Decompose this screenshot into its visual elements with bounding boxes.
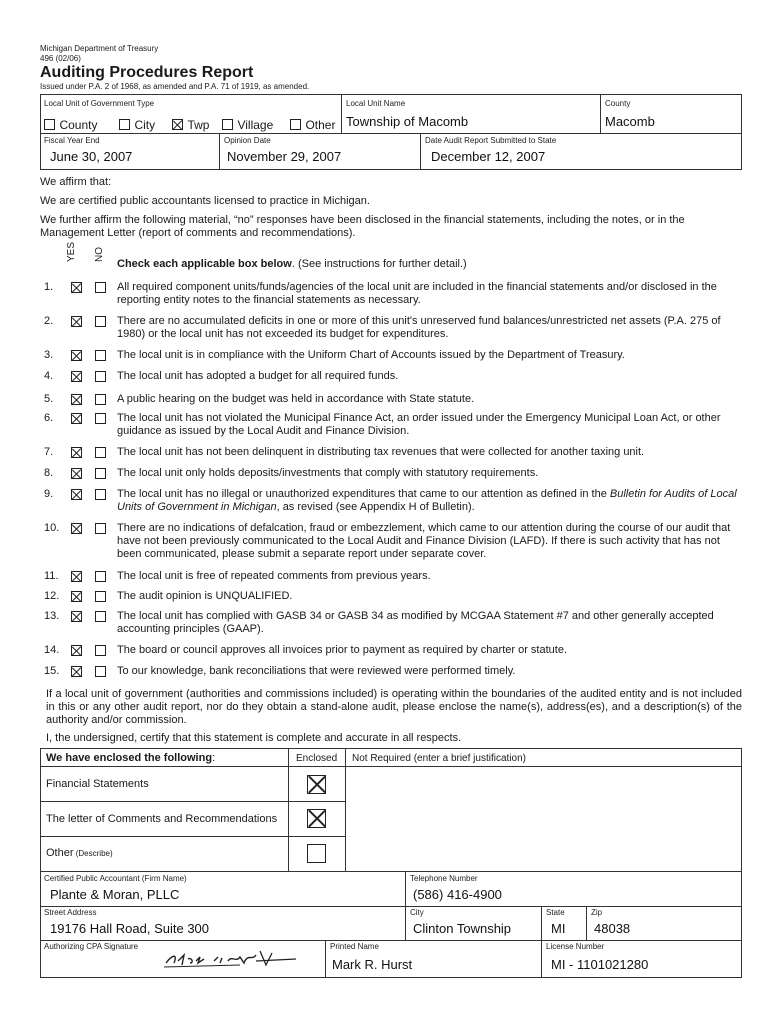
item-text: The board or council approves all invoices prior to payment as required by charter or statute. — [117, 644, 568, 656]
street-value[interactable]: 19176 Hall Road, Suite 300 — [50, 921, 210, 936]
phone-label: Telephone Number — [410, 874, 478, 883]
cpa-firm-label: Certified Public Accountant (Firm Name) — [44, 874, 187, 883]
item-text: The local unit has not violated the Municipal Finance Act, an order issued under the Emergency Municipal Loan Act, or other guidance as issued by the Local Audit and Finance Division. — [117, 412, 721, 437]
other-type-label: Other — [305, 118, 336, 132]
item-text: There are no accumulated deficits in one or more of this unit's unreserved fund balances/unrestricted net assets (P.A. 275 of 1980) or the local unit has not exceeded its budget for expenditures. — [117, 315, 721, 340]
agency-name: Michigan Department of Treasury — [40, 44, 159, 53]
license-label: License Number — [546, 942, 605, 951]
enclosure-letter-label: The letter of Comments and Recommendations — [46, 813, 278, 825]
item-10-yes-checkbox[interactable] — [71, 523, 82, 534]
not-required-column-header: Not Required (enter a brief justification) — [352, 753, 526, 764]
printed-name-label: Printed Name — [330, 942, 379, 951]
submitted-date-value[interactable]: December 12, 2007 — [431, 149, 546, 164]
county-value[interactable]: Macomb — [605, 114, 655, 129]
printed-name-value[interactable]: Mark R. Hurst — [332, 957, 413, 972]
item-11-no-checkbox[interactable] — [95, 571, 106, 582]
city-checkbox[interactable] — [119, 119, 130, 130]
enclosures-header-colon: : — [212, 752, 216, 764]
other-enclosed-checkbox[interactable] — [307, 844, 326, 863]
item-8-no-checkbox[interactable] — [95, 468, 106, 479]
other-checkbox[interactable] — [290, 119, 301, 130]
item-2-no-checkbox[interactable] — [95, 316, 106, 327]
item-text: To our knowledge, bank reconciliations that were reviewed were performed timely. — [117, 665, 516, 677]
item-number: 1. — [44, 281, 54, 293]
item-text: The local unit is free of repeated comments from previous years. — [117, 570, 431, 582]
form-title: Auditing Procedures Report — [40, 64, 254, 81]
item-1-yes-checkbox[interactable] — [71, 282, 82, 293]
item-number: 7. — [44, 446, 54, 458]
item-10-no-checkbox[interactable] — [95, 523, 106, 534]
yes-column-header: YES — [66, 241, 77, 262]
other-units-paragraph: If a local unit of government (authorities and commissions included) is operating within the boundaries of the audited entity and is not included in this or any other audit report, nor do they obtain a stand-alone audit, please enclose the name(s), address(es), and a description(s) of the authority and/or commission. — [46, 688, 742, 726]
item-2-yes-checkbox[interactable] — [71, 316, 82, 327]
item-3-no-checkbox[interactable] — [95, 350, 106, 361]
gov-type-county[interactable] — [44, 116, 97, 134]
fiscal-year-end-label: Fiscal Year End — [44, 136, 100, 145]
city-type-label: City — [134, 118, 156, 132]
item-3-yes-checkbox[interactable] — [71, 350, 82, 361]
opinion-date-value[interactable]: November 29, 2007 — [227, 149, 342, 164]
other-describe-text: (Describe) — [73, 849, 113, 858]
item-number: 11. — [44, 570, 59, 582]
financial-statements-enclosed-checkbox[interactable] — [307, 775, 326, 794]
no-column-header: NO — [94, 247, 105, 262]
item-number: 14. — [44, 644, 60, 656]
item-14-no-checkbox[interactable] — [95, 645, 106, 656]
item-9-text-post: , as revised (see Appendix H of Bulletin). — [276, 501, 475, 513]
item-text: A public hearing on the budget was held in accordance with State statute. — [117, 393, 475, 405]
enclosure-financial-statements-label: Financial Statements — [46, 778, 149, 790]
gov-type-label: Local Unit of Government Type — [44, 99, 155, 108]
item-number: 6. — [44, 412, 54, 424]
letter-enclosed-checkbox[interactable] — [307, 809, 326, 828]
unit-name-value[interactable]: Township of Macomb — [346, 114, 469, 129]
check-instruction-rest: . (See instructions for further detail.) — [291, 258, 467, 270]
item-9-text-pre: The local unit has no illegal or unauthorized expenditures that came to our attention as defined in the — [117, 488, 610, 500]
item-7-no-checkbox[interactable] — [95, 447, 106, 458]
item-text: The local unit is in compliance with the Uniform Chart of Accounts issued by the Department of Treasury. — [117, 349, 625, 361]
item-number: 3. — [44, 349, 54, 361]
item-text: The local unit has adopted a budget for all required funds. — [117, 370, 399, 382]
gov-type-city[interactable] — [119, 116, 155, 134]
phone-value[interactable]: (586) 416-4900 — [413, 887, 502, 902]
item-number: 4. — [44, 370, 54, 382]
item-8-yes-checkbox[interactable] — [71, 468, 82, 479]
gov-type-twp[interactable] — [172, 116, 209, 134]
gov-type-village[interactable] — [222, 116, 273, 134]
item-1-no-checkbox[interactable] — [95, 282, 106, 293]
street-label: Street Address — [44, 908, 97, 917]
item-15-no-checkbox[interactable] — [95, 666, 106, 677]
state-label: State — [546, 908, 565, 917]
item-13-no-checkbox[interactable] — [95, 611, 106, 622]
county-type-label: County — [59, 118, 98, 132]
item-9-yes-checkbox[interactable] — [71, 489, 82, 500]
item-text: The local unit has not been delinquent in distributing tax revenues that were collected for another taxing unit. — [117, 446, 645, 458]
gov-type-other[interactable] — [290, 116, 335, 134]
item-4-no-checkbox[interactable] — [95, 371, 106, 382]
twp-type-label: Twp — [187, 118, 210, 132]
unit-name-label: Local Unit Name — [346, 99, 406, 108]
other-label-text: Other — [46, 847, 74, 859]
check-instruction — [117, 258, 467, 270]
fiscal-year-end-value[interactable]: June 30, 2007 — [50, 149, 133, 164]
enclosures-header-label: We have enclosed the following — [46, 752, 213, 764]
item-number: 2. — [44, 315, 54, 327]
zip-value[interactable]: 48038 — [594, 921, 631, 936]
item-number: 12. — [44, 590, 60, 602]
affirm-line2: We further affirm the following material, “no” responses have been disclosed in the financial statements, including the notes, or in the Management Letter (report of comments and recommendations). — [40, 214, 685, 239]
item-text: The local unit only holds deposits/investments that comply with statutory requirements. — [117, 467, 539, 479]
item-15-yes-checkbox[interactable] — [71, 666, 82, 677]
city-value[interactable]: Clinton Township — [413, 921, 512, 936]
item-5-yes-checkbox[interactable] — [71, 394, 82, 405]
opinion-date-label: Opinion Date — [224, 136, 271, 145]
affirm-line1: We are certified public accountants licensed to practice in Michigan. — [40, 195, 370, 207]
item-number: 10. — [44, 522, 60, 534]
form-number: 496 (02/06) — [40, 54, 81, 63]
village-type-label: Village — [237, 118, 274, 132]
county-checkbox[interactable] — [44, 119, 55, 130]
cpa-signature-image — [160, 945, 300, 971]
item-14-yes-checkbox[interactable] — [71, 645, 82, 656]
twp-checkbox[interactable] — [172, 119, 183, 130]
item-6-no-checkbox[interactable] — [95, 413, 106, 424]
state-value[interactable]: MI — [551, 921, 566, 936]
item-number: 9. — [44, 488, 54, 500]
license-value[interactable]: MI - 1101021280 — [551, 957, 649, 972]
item-number: 15. — [44, 665, 60, 677]
item-7-yes-checkbox[interactable] — [71, 447, 82, 458]
item-11-yes-checkbox[interactable] — [71, 571, 82, 582]
item-number: 5. — [44, 393, 54, 405]
county-label: County — [605, 99, 631, 108]
zip-label: Zip — [591, 908, 603, 917]
item-number: 13. — [44, 610, 60, 622]
village-checkbox[interactable] — [222, 119, 233, 130]
signature-label: Authorizing CPA Signature — [44, 942, 139, 951]
enclosure-other-label — [46, 847, 113, 859]
enclosures-header — [46, 752, 215, 764]
item-text: The local unit has complied with GASB 34 or GASB 34 as modified by MCGAA Statement #7 and other generally accepted accounting principles (GAAP). — [117, 610, 714, 635]
cpa-firm-value[interactable]: Plante & Moran, PLLC — [50, 887, 180, 902]
item-12-no-checkbox[interactable] — [95, 591, 106, 602]
submitted-date-label: Date Audit Report Submitted to State — [425, 136, 557, 145]
item-9-no-checkbox[interactable] — [95, 489, 106, 500]
item-12-yes-checkbox[interactable] — [71, 591, 82, 602]
item-6-yes-checkbox[interactable] — [71, 413, 82, 424]
item-4-yes-checkbox[interactable] — [71, 371, 82, 382]
check-instruction-bold: Check each applicable box below — [117, 258, 292, 270]
item-text — [117, 488, 745, 514]
item-5-no-checkbox[interactable] — [95, 394, 106, 405]
bulletin-title: Bulletin for Audits of Local Units of Government in Michigan — [117, 488, 737, 513]
item-number: 8. — [44, 467, 54, 479]
form-authority: Issued under P.A. 2 of 1968, as amended and P.A. 71 of 1919, as amended. — [40, 82, 310, 91]
affirm-intro: We affirm that: — [40, 176, 112, 188]
certify-statement: I, the undersigned, certify that this statement is complete and accurate in all respects. — [46, 732, 462, 744]
item-13-yes-checkbox[interactable] — [71, 611, 82, 622]
enclosed-column-header: Enclosed — [296, 753, 338, 764]
item-text: The audit opinion is UNQUALIFIED. — [117, 590, 293, 602]
item-text: All required component units/funds/agencies of the local unit are included in the financial statements and/or disclosed in the reporting entity notes to the financial statements as necessary. — [117, 281, 717, 306]
item-text: There are no indications of defalcation, fraud or embezzlement, which came to our attention during the course of our audit that have not been previously communicated to the Local Audit and Finance Division (LAFD). If there is such activity that has not been communicated, please submit a separate report under separate cover. — [117, 522, 731, 560]
city-label: City — [410, 908, 424, 917]
